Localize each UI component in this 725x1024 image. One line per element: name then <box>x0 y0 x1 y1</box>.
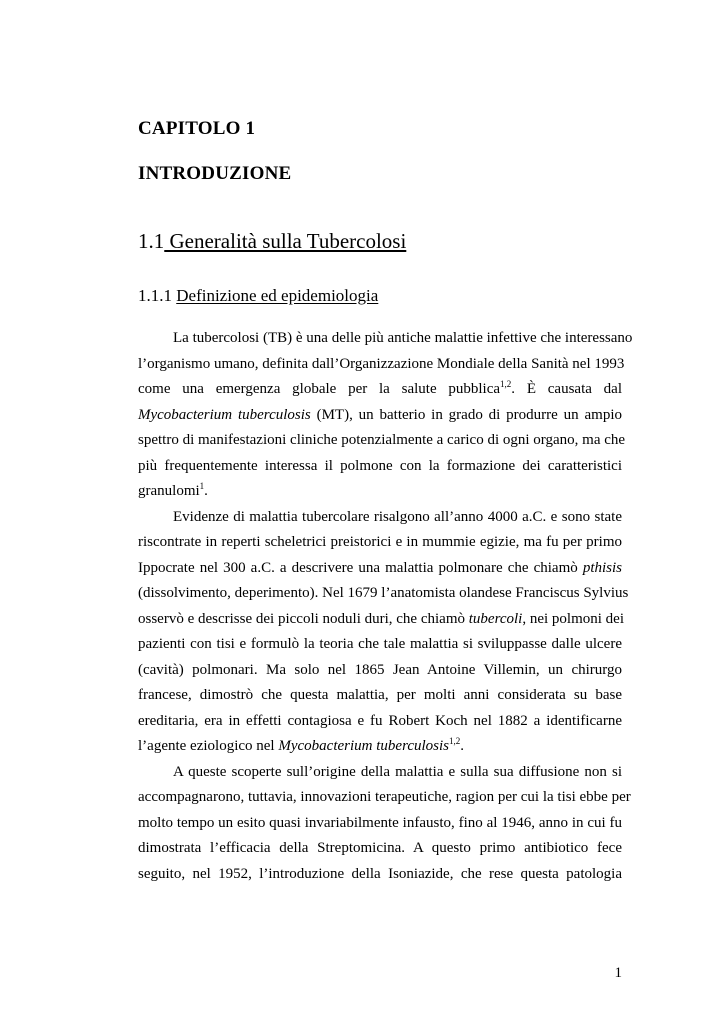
text-line: francese, dimostrò che questa malattia, per molti anni considerata su base <box>138 687 622 703</box>
text-line: più frequentemente interessa il polmone con la formazione dei caratteristici <box>138 457 622 474</box>
text-line: A queste scoperte sull’origine della malattia e sulla sua diffusione non si <box>173 763 622 780</box>
text-line: seguito, nel 1952, l’introduzione della Isoniazide, che rese questa patologia <box>138 865 622 882</box>
species-name: Mycobacterium tuberculosis <box>278 738 450 754</box>
text-line: l’agente eziologico nel Mycobacterium tuberculosis$^{1,2}$. <box>138 736 465 754</box>
text-line: (dissolvimento, deperimento). Nel 1679 l’anatomista olandese Franciscus Sylvius <box>138 585 629 601</box>
section-title: Generalità sulla Tubercolosi <box>164 229 407 253</box>
paragraph-3 <box>138 760 631 888</box>
text-line: pazienti con tisi e formulò la teoria che tale malattia si sviluppasse dalle ulcere <box>138 636 622 652</box>
section-heading <box>138 229 406 254</box>
text-line: riscontrate in reperti scheletrici preistorici e in mummie egizie, ma fu per primo <box>138 534 622 550</box>
subsection-title: Definizione ed epidemiologia <box>176 286 379 305</box>
text-line: Mycobacterium tuberculosis (MT), un batterio in grado di produrre un ampio <box>138 406 622 423</box>
term: pthisis <box>582 559 622 576</box>
citation: 1,2 <box>449 736 461 746</box>
species-name: Mycobacterium tuberculosis <box>138 406 311 423</box>
paragraph-2 <box>138 505 629 760</box>
page-number: 1 <box>614 965 622 981</box>
subsection-number: 1.1.1 <box>138 286 177 305</box>
section-number: 1.1 <box>138 229 165 253</box>
citation: 1 <box>199 481 205 491</box>
text-line: granulomi$^1$. <box>138 481 208 499</box>
text-line: l’organismo umano, definita dall’Organizzazione Mondiale della Sanità nel 1993 <box>138 355 625 372</box>
chapter-label: CAPITOLO 1 <box>138 118 256 139</box>
text-line: dimostrata l’efficacia della Streptomicina. A questo primo antibiotico fece <box>138 840 622 856</box>
text-line: spettro di manifestazioni cliniche potenzialmente a carico di ogni organo, ma che <box>138 432 626 448</box>
text-line: Evidenze di malattia tubercolare risalgono all’anno 4000 a.C. e sono state <box>173 508 622 525</box>
text-line: La tubercolosi (TB) è una delle più antiche malattie infettive che interessano <box>173 330 633 346</box>
text-line: molto tempo un esito quasi invariabilmente infausto, fino al 1946, anno in cui fu <box>138 814 622 831</box>
subsection-heading <box>138 286 378 306</box>
text-line: (cavità) polmonari. Ma solo nel 1865 Jean Antoine Villemin, un chirurgo <box>138 661 622 678</box>
paragraph-1 <box>138 326 633 505</box>
text-line: ereditaria, era in effetti contagiosa e fu Robert Koch nel 1882 a identificarne <box>138 712 622 729</box>
body-text <box>138 326 633 887</box>
chapter-title: INTRODUZIONE <box>138 163 292 184</box>
term: tubercoli <box>468 610 523 627</box>
text-line: Ippocrate nel 300 a.C. a descrivere una malattia polmonare che chiamò pthisis <box>138 559 622 576</box>
text-line: accompagnarono, tuttavia, innovazioni terapeutiche, ragion per cui la tisi ebbe per <box>138 789 631 805</box>
citation: 1,2 <box>500 379 512 389</box>
text-line: come una emergenza globale per la salute pubblica$^{1,2}$. È causata dal <box>138 379 623 397</box>
text-line: osservò e descrisse dei piccoli noduli duri, che chiamò tubercoli, nei polmoni dei <box>138 610 625 627</box>
